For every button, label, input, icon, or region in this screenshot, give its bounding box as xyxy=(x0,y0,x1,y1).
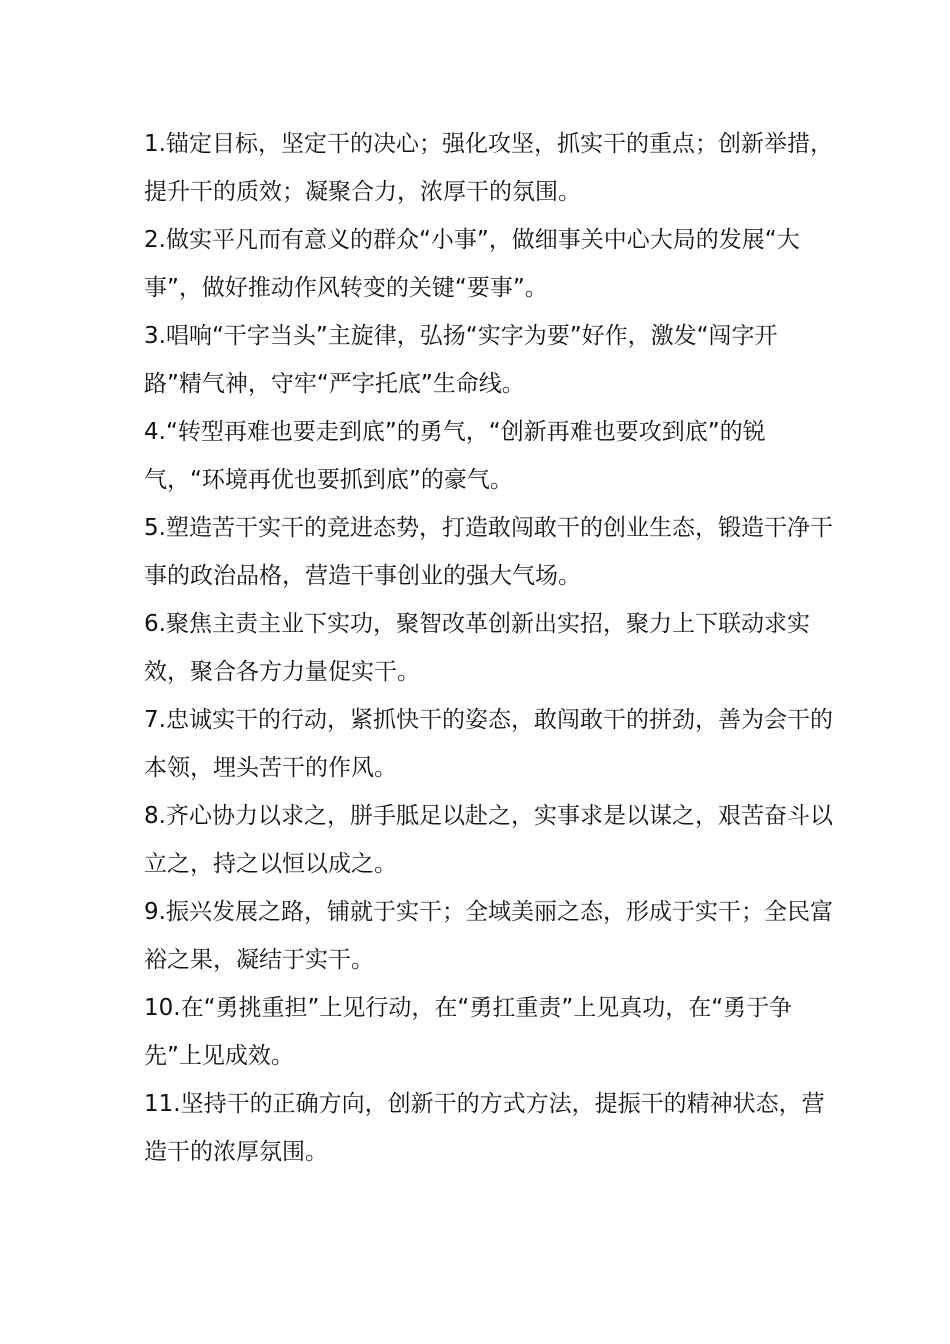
document-body xyxy=(144,120,834,1176)
list-item-6: 6.聚焦主责主业下实功，聚智改革创新出实招，聚力上下联动求实效，聚合各方力量促实干。 xyxy=(144,611,810,685)
list-item-9: 9.振兴发展之路，铺就于实干；全域美丽之态，形成于实干；全民富裕之果，凝结于实干。 xyxy=(144,899,833,973)
list-item-2: 2.做实平凡而有意义的群众“小事”，做细事关中心大局的发展“大事”，做好推动作风转变的关键“要事”。 xyxy=(144,227,800,301)
list-item-5: 5.塑造苦干实干的竞进态势，打造敢闯敢干的创业生态，锻造干净干事的政治品格，营造干事创业的强大气场。 xyxy=(144,515,833,589)
list-item-1: 1.锚定目标，坚定干的决心；强化攻坚，抓实干的重点；创新举措，提升干的质效；凝聚合力，浓厚干的氛围。 xyxy=(144,131,833,205)
list-item-10: 10.在“勇挑重担”上见行动，在“勇扛重责”上见真功，在“勇于争先”上见成效。 xyxy=(144,995,793,1069)
list-item-3: 3.唱响“干字当头”主旋律，弘扬“实字为要”好作，激发“闯字开路”精气神，守牢“严字托底”生命线。 xyxy=(144,323,778,397)
list-item-8: 8.齐心协力以求之，胼手胝足以赴之，实事求是以谋之，艰苦奋斗以立之，持之以恒以成之。 xyxy=(144,803,833,877)
list-item-11: 11.坚持干的正确方向，创新干的方式方法，提振干的精神状态，营造干的浓厚氛围。 xyxy=(144,1091,825,1165)
list-item-7: 7.忠诚实干的行动，紧抓快干的姿态，敢闯敢干的拼劲，善为会干的本领，埋头苦干的作风。 xyxy=(144,707,833,781)
list-item-4: 4.“转型再难也要走到底”的勇气，“创新再难也要攻到底”的锐气，“环境再优也要抓到底”的豪气。 xyxy=(144,419,766,493)
